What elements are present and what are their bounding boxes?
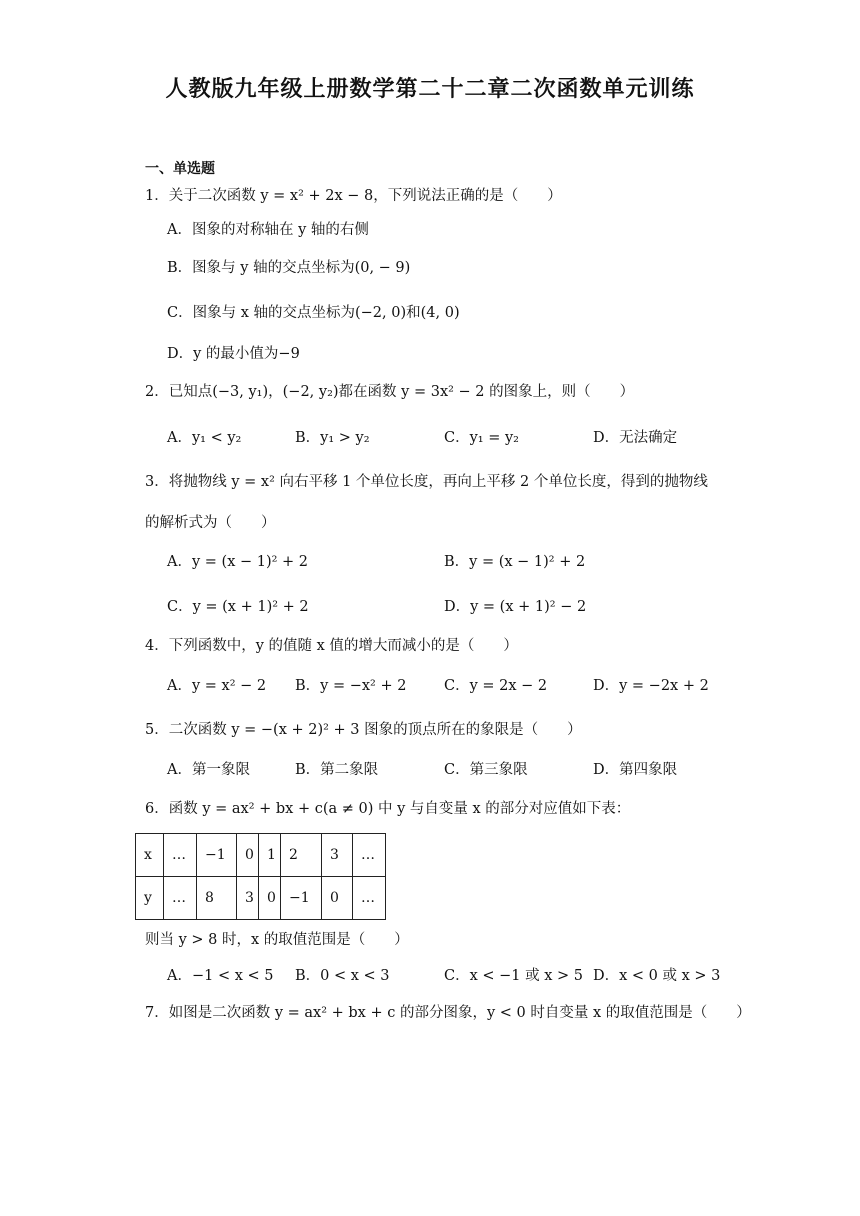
table-row-x: [136, 834, 386, 877]
section-heading: 一、单选题: [145, 161, 215, 177]
question-3-stem-line-1: 3．将抛物线 y = x² 向右平移 1 个单位长度，再向上平移 2 个单位长度，得到的抛物线: [145, 474, 708, 490]
question-6-stem: 6．函数 y = ax² + bx + c(a ≠ 0) 中 y 与自变量 x 的部分对应值如下表：: [145, 801, 631, 817]
question-3-option-d: D．y = (x + 1)² − 2: [444, 599, 587, 615]
question-6-option-a: A．−1 < x < 5: [167, 968, 274, 984]
question-6-option-b: B．0 < x < 3: [295, 968, 390, 984]
question-2-option-d: D．无法确定: [593, 430, 678, 446]
question-5-option-b: B．第二象限: [295, 762, 379, 778]
table-cell: −1: [197, 834, 237, 877]
question-3-stem-line-2: 的解析式为（ ）: [145, 515, 276, 531]
table-cell: 3: [322, 834, 353, 877]
question-3-option-b: B．y = (x − 1)² + 2: [444, 554, 586, 570]
question-4-option-a: A．y = x² − 2: [167, 678, 267, 694]
question-5-option-a: A．第一象限: [167, 762, 250, 778]
question-6-option-d: D．x < 0 或 x > 3: [593, 968, 721, 984]
value-table: [135, 833, 386, 920]
table-cell: −1: [281, 877, 322, 920]
table-cell: 0: [322, 877, 353, 920]
question-1-stem: 1．关于二次函数 y = x² + 2x − 8，下列说法正确的是（ ）: [145, 188, 562, 204]
table-cell: 1: [259, 834, 281, 877]
table-cell: 0: [259, 877, 281, 920]
question-1-option-c: C．图象与 x 轴的交点坐标为(−2, 0)和(4, 0): [167, 305, 460, 321]
table-cell: y: [136, 877, 164, 920]
question-7-stem: 7．如图是二次函数 y = ax² + bx + c 的部分图象，y < 0 时自变量 x 的取值范围是（ ）: [145, 1005, 751, 1021]
question-5-option-c: C．第三象限: [444, 762, 528, 778]
question-1-option-b: B．图象与 y 轴的交点坐标为(0, − 9): [167, 260, 411, 276]
question-3-option-a: A．y = (x − 1)² + 2: [167, 554, 309, 570]
question-6-followup: 则当 y > 8 时，x 的取值范围是（ ）: [145, 932, 409, 948]
table-cell: 3: [237, 877, 259, 920]
question-1-option-a: A．图象的对称轴在 y 轴的右侧: [167, 222, 369, 238]
table-cell: …: [164, 877, 197, 920]
question-1-option-d: D．y 的最小值为−9: [167, 346, 300, 362]
question-4-stem: 4．下列函数中，y 的值随 x 值的增大而减小的是（ ）: [145, 638, 518, 654]
question-4-option-c: C．y = 2x − 2: [444, 678, 548, 694]
question-2-stem: 2．已知点(−3, y₁)，(−2, y₂)都在函数 y = 3x² − 2 的图象上，则（ ）: [145, 384, 635, 400]
question-5-option-d: D．第四象限: [593, 762, 678, 778]
question-2-option-b: B．y₁ > y₂: [295, 430, 370, 446]
question-6-option-c: C．x < −1 或 x > 5: [444, 968, 584, 984]
table-cell: 0: [237, 834, 259, 877]
table-cell: 2: [281, 834, 322, 877]
question-2-option-c: C．y₁ = y₂: [444, 430, 519, 446]
document-title: 人教版九年级上册数学第二十二章二次函数单元训练: [165, 77, 695, 102]
question-4-option-d: D．y = −2x + 2: [593, 678, 709, 694]
table-cell: …: [164, 834, 197, 877]
table-cell: x: [136, 834, 164, 877]
question-3-option-c: C．y = (x + 1)² + 2: [167, 599, 309, 615]
table-cell: …: [353, 877, 386, 920]
question-2-option-a: A．y₁ < y₂: [167, 430, 242, 446]
table-row-y: [136, 877, 386, 920]
table-cell: …: [353, 834, 386, 877]
question-4-option-b: B．y = −x² + 2: [295, 678, 407, 694]
question-5-stem: 5．二次函数 y = −(x + 2)² + 3 图象的顶点所在的象限是（ ）: [145, 722, 582, 738]
table-cell: 8: [197, 877, 237, 920]
